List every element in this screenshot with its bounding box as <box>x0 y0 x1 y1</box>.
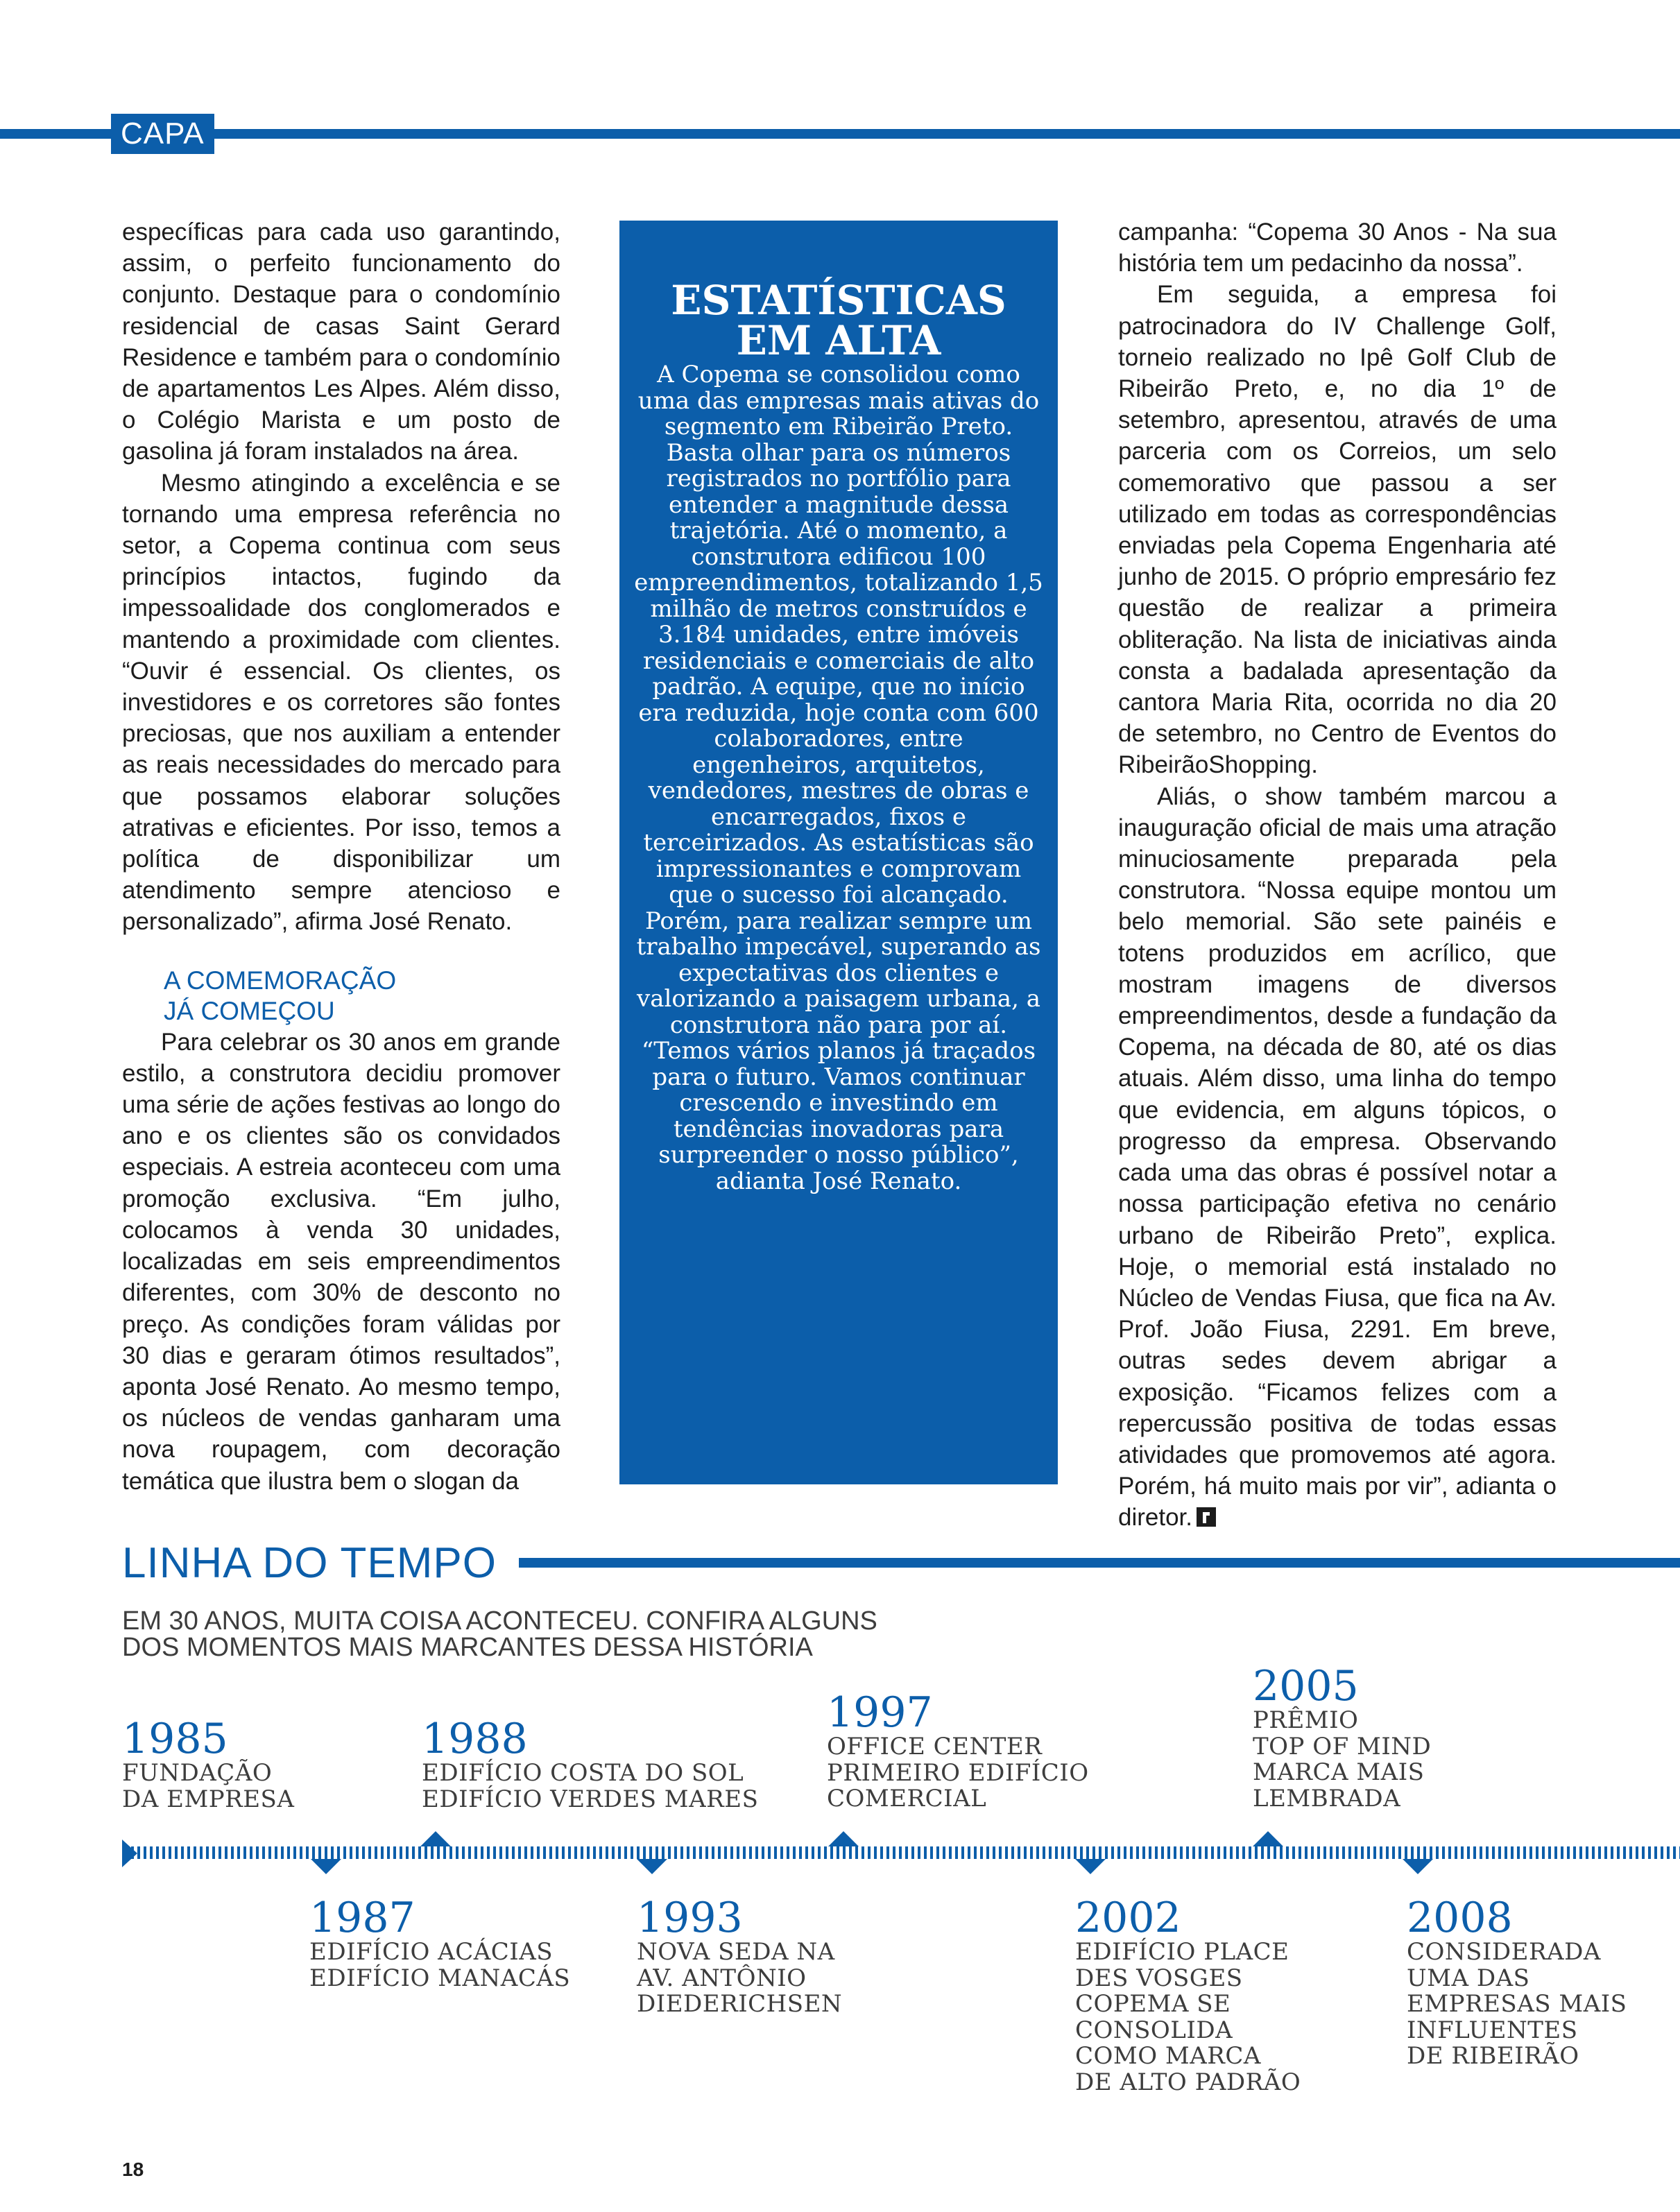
paragraph: campanha: “Copema 30 Anos - Na sua história tem um pedacinho da nossa”. <box>1118 218 1557 277</box>
timeline-title: LINHA DO TEMPO <box>122 1539 497 1587</box>
event-line: UMA DAS <box>1407 1964 1530 1992</box>
timeline-subtitle <box>122 1608 877 1661</box>
timeline-marker-up <box>828 1831 859 1846</box>
stats-sidebar <box>619 221 1058 1484</box>
event-line: DES VOSGES <box>1075 1964 1243 1992</box>
event-line: COPEMA SE <box>1075 1990 1231 2018</box>
event-line: COMERCIAL <box>827 1785 987 1812</box>
event-line: AV. ANTÔNIO <box>637 1964 807 1992</box>
article-column-right <box>1118 216 1557 1534</box>
timeline-event <box>1407 1896 1627 2070</box>
event-description <box>1075 1939 1301 2095</box>
timeline-event <box>637 1896 842 2018</box>
event-line: INFLUENTES <box>1407 2016 1578 2044</box>
event-year: 1993 <box>637 1894 743 1942</box>
timeline-title-rule <box>519 1558 1680 1568</box>
event-line: PRÊMIO <box>1253 1706 1359 1734</box>
event-line: CONSIDERADA <box>1407 1938 1601 1966</box>
paragraph <box>1118 781 1557 1534</box>
timeline-subtitle-line: DOS MOMENTOS MAIS MARCANTES DESSA HISTÓRIA <box>122 1633 813 1662</box>
subheading <box>164 966 560 1027</box>
event-description <box>122 1760 294 1812</box>
timeline-axis <box>125 1846 1680 1859</box>
event-line: PRIMEIRO EDIFÍCIO <box>827 1758 1089 1787</box>
timeline-event <box>827 1688 1089 1812</box>
event-year: 2002 <box>1075 1894 1181 1942</box>
sidebar-text: A Copema se consolidou como uma das empresas mais ativas do segmento em Ribeirão Preto. Basta olhar para os números registrados no portfólio para entender a magnitude dessa trajetória. Até o momento, a construtora edificou 100 empreendimentos, totalizando 1,5 milhão de metros construídos e 3.184 unidades, entre imóveis residenciais e comerciais de alto padrão. A equipe, que no início era reduzida, hoje conta com 600 colaboradores, entre engenheiros, arquitetos, vendedores, mestres de obras e encarregados, fixos e terceirizados. As estatísticas são impressionantes e comprovam que o sucesso foi alcançado. Porém, para realizar sempre um trabalho impecável, superando as expectativas dos clientes e valorizando a paisagem urbana, a construtora não para por aí. “Temos vários planos já traçados para o futuro. Vamos continuar crescendo e investindo em tendências inovadoras para surpreender o nosso público”, adianta José Renato. <box>634 361 1043 1195</box>
paragraph-text: Aliás, o show também marcou a inauguração oficial de mais uma atração minuciosamente preparada pela construtora. “Nossa equipe montou um belo memorial. São sete painéis e totens produzidos em acrílico, que mostram imagens de diversos empreendimentos, desde a fundação da Copema, na década de 80, até os dias atuais. Além disso, uma linha do tempo que evidencia, em alguns tópicos, o progresso da empresa. Observando cada uma das obras é possível notar a nossa participação efetiva no cenário urbano de Ribeirão Preto”, explica. Hoje, o memorial está instalado no Núcleo de Vendas Fiusa, que fica na Av. Prof. João Fiusa, 2291. Em breve, outras sedes devem abrigar a exposição. “Ficamos felizes com a repercussão positiva de todas essas atividades que promovemos até agora. Porém, há muito mais por vir”, adianta o diretor. <box>1118 782 1557 1532</box>
page-number: 18 <box>122 2159 144 2180</box>
event-line: LEMBRADA <box>1253 1784 1401 1812</box>
timeline-marker-down <box>637 1859 667 1874</box>
event-year: 1988 <box>422 1715 528 1763</box>
timeline-subtitle-line: EM 30 ANOS, MUITA COISA ACONTECEU. CONFIRA ALGUNS <box>122 1606 877 1636</box>
event-line: DA EMPRESA <box>122 1785 295 1813</box>
event-description <box>1253 1708 1431 1812</box>
event-description <box>827 1734 1089 1812</box>
event-line: TOP OF MIND <box>1253 1732 1432 1760</box>
timeline-start-arrow-icon <box>122 1840 137 1867</box>
event-line: EDIFÍCIO VERDES MARES <box>422 1785 759 1813</box>
paragraph: Em seguida, a empresa foi patrocinadora do IV Challenge Golf, torneio realizado no Ipê Golf Club de Ribeirão Preto, e, no dia 1º de setembro, apresentou, através de uma parceria com os Correios, um selo comemorativo que passou a ser utilizado em todas as correspondências enviadas pela Copema Engenharia até junho de 2015. O próprio empresário fez questão de realizar a primeira obliteração. Na lista de iniciativas ainda consta a badalada apresentação da cantora Maria Rita, ocorrida no dia 20 de setembro, no Centro de Eventos do RibeirãoShopping. <box>1118 281 1557 779</box>
timeline-marker-down <box>1403 1859 1433 1874</box>
timeline-marker-down <box>311 1859 341 1874</box>
sidebar-title-line: EM ALTA <box>736 317 941 364</box>
event-description <box>309 1939 570 1991</box>
event-description <box>637 1939 842 2018</box>
header-rule <box>0 129 1680 139</box>
event-line: EDIFÍCIO ACÁCIAS <box>309 1938 554 1966</box>
event-year: 1987 <box>309 1894 415 1942</box>
event-line: DE ALTO PADRÃO <box>1075 2068 1301 2096</box>
timeline-marker-up <box>420 1831 451 1846</box>
timeline-marker-down <box>1075 1859 1106 1874</box>
article-column-left <box>122 216 560 1497</box>
event-line: COMO MARCA <box>1075 2042 1261 2070</box>
timeline-event <box>422 1717 758 1812</box>
event-year: 1997 <box>827 1688 933 1737</box>
event-line: EDIFÍCIO MANACÁS <box>309 1964 571 1992</box>
timeline-event <box>1075 1896 1301 2095</box>
sidebar-title <box>633 277 1044 364</box>
event-line: EMPRESAS MAIS <box>1407 1990 1627 2018</box>
event-line: DIEDERICHSEN <box>637 1990 843 2018</box>
sidebar-title-line: ESTATÍSTICAS <box>671 277 1006 324</box>
event-year: 2008 <box>1407 1894 1513 1942</box>
event-line: EDIFÍCIO COSTA DO SOL <box>422 1759 744 1787</box>
subheading-line: JÁ COMEÇOU <box>164 996 335 1025</box>
event-description <box>1407 1939 1627 2070</box>
event-line: EDIFÍCIO PLACE <box>1075 1938 1289 1966</box>
event-line: NOVA SEDA NA <box>637 1938 835 1966</box>
event-line: FUNDAÇÃO <box>122 1759 273 1787</box>
end-of-article-icon <box>1197 1507 1216 1527</box>
timeline-event <box>309 1896 570 1991</box>
section-label: CAPA <box>111 114 214 154</box>
paragraph: específicas para cada uso garantindo, assim, o perfeito funcionamento do conjunto. Destaque para o condomínio residencial de casas Saint Gerard Residence e também para o condomínio de apartamentos Les Alpes. Além disso, o Colégio Marista e um posto de gasolina já foram instalados na área. <box>122 218 560 465</box>
paragraph: Mesmo atingindo a excelência e se tornando uma empresa referência no setor, a Copema continua com seus princípios intactos, fugindo da impessoalidade dos conglomerados e mantendo a proximidade com clientes. “Ouvir é essencial. Os clientes, os investidores e os corretores são fontes preciosas, que nos auxiliam a entender as reais necessidades do mercado para que possamos elaborar soluções atrativas e eficientes. Por isso, temos a política de disponibilizar um atendimento sempre atencioso e personalizado”, afirma José Renato. <box>122 469 560 936</box>
subheading-line: A COMEMORAÇÃO <box>164 966 397 995</box>
event-line: MARCA MAIS <box>1253 1758 1425 1786</box>
event-description <box>422 1760 758 1812</box>
timeline-marker-up <box>1253 1831 1283 1846</box>
event-line: DE RIBEIRÃO <box>1407 2042 1579 2070</box>
event-year: 1985 <box>122 1715 228 1763</box>
event-line: CONSOLIDA <box>1075 2016 1233 2044</box>
timeline-event <box>1253 1662 1432 1812</box>
event-year: 2005 <box>1253 1662 1359 1711</box>
timeline-event <box>122 1717 294 1812</box>
paragraph: Para celebrar os 30 anos em grande estilo, a construtora decidiu promover uma série de ações festivas ao longo do ano e os clientes são os convidados especiais. A estreia aconteceu com uma promoção exclusiva. “Em julho, colocamos à venda 30 unidades, localizadas em seis empreendimentos diferentes, com 30% de desconto no preço. As condições foram válidas por 30 dias e geraram ótimos resultados”, aponta José Renato. Ao mesmo tempo, os núcleos de vendas ganharam uma nova roupagem, com decoração temática que ilustra bem o slogan da <box>122 1028 560 1495</box>
event-line: OFFICE CENTER <box>827 1733 1043 1760</box>
